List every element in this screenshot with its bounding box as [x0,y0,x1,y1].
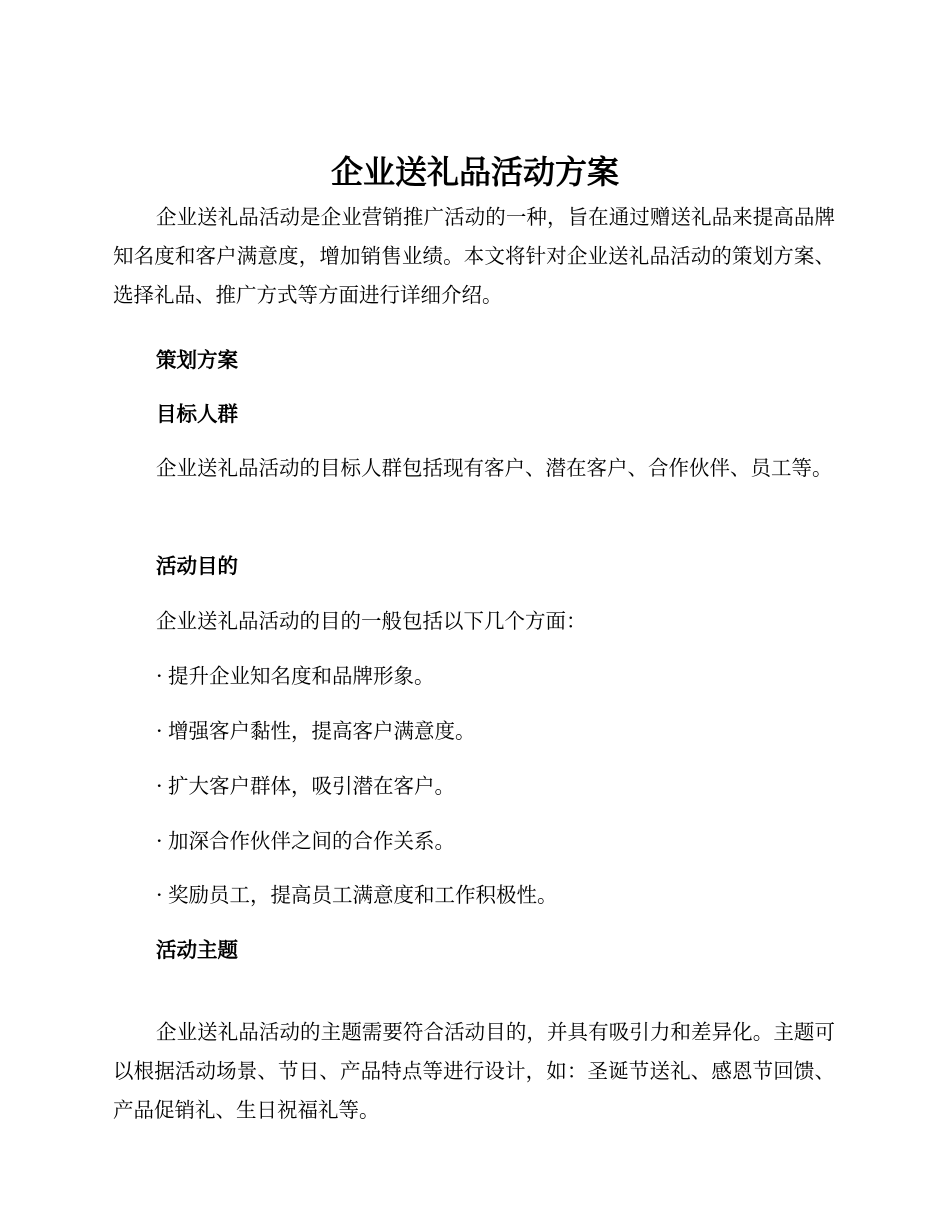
bullet-marker: · [156,719,163,743]
list-item [156,716,476,746]
list-item-text: 增强客户黏性，提高客户满意度。 [168,719,476,743]
heading-target: 目标人群 [156,402,238,426]
document-title: 企业送礼品活动方案 [330,153,619,191]
list-item-text: 提升企业知名度和品牌形象。 [168,664,435,688]
target-paragraph: 企业送礼品活动的目标人群包括现有客户、潜在客户、合作伙伴、员工等。 [156,456,833,480]
heading-purpose: 活动目的 [156,554,238,578]
heading-planning: 策划方案 [156,348,238,372]
heading-theme: 活动主题 [156,938,238,962]
list-item-text: 加深合作伙伴之间的合作关系。 [168,829,455,853]
bullet-marker: · [156,883,163,907]
bullet-marker: · [156,774,163,798]
list-item [156,826,455,856]
list-item-text: 奖励员工，提高员工满意度和工作积极性。 [168,883,558,907]
list-item-text: 扩大客户群体，吸引潜在客户。 [168,774,455,798]
purpose-intro: 企业送礼品活动的目的一般包括以下几个方面： [156,609,587,633]
list-item [156,771,455,801]
list-item [156,661,435,691]
bullet-marker: · [156,664,163,688]
theme-paragraph: 企业送礼品活动的主题需要符合活动目的，并具有吸引力和差异化。主题可以根据活动场景、节日、产品特点等进行设计，如：圣诞节送礼、感恩节回馈、产品促销礼、生日祝福礼等。 [113,1020,835,1122]
bullet-marker: · [156,829,163,853]
intro-paragraph: 企业送礼品活动是企业营销推广活动的一种，旨在通过赠送礼品来提高品牌知名度和客户满意度，增加销售业绩。本文将针对企业送礼品活动的策划方案、选择礼品、推广方式等方面进行详细介绍。 [113,205,835,307]
list-item [156,880,558,910]
